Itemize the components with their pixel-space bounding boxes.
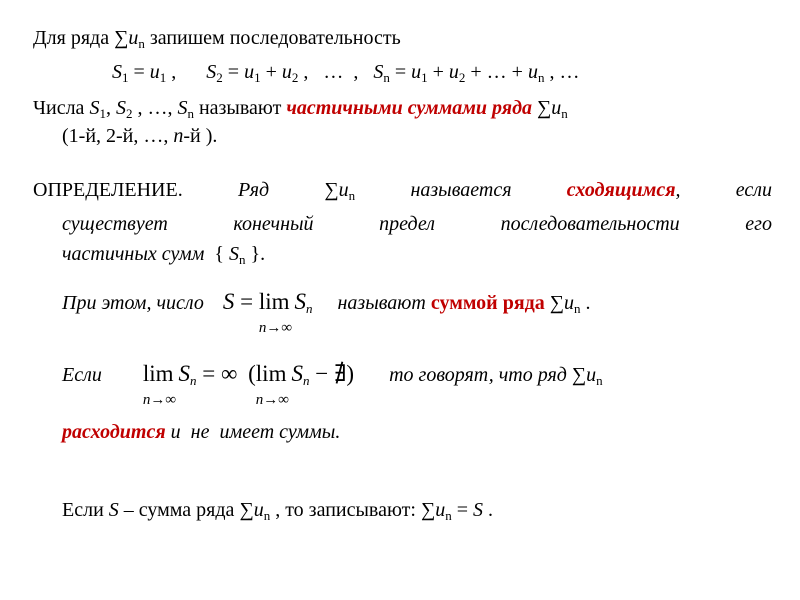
subscript: n (574, 301, 581, 316)
definition-line-2: существует конечный предел последовательности его (62, 213, 772, 235)
intro-text-2: запишем последовательность (144, 27, 401, 49)
equals: = (389, 61, 412, 83)
partial-sums-sequence (112, 60, 579, 84)
text: , (105, 97, 116, 119)
text: -й ). (183, 125, 218, 147)
var-u: u (281, 61, 292, 83)
text: то говорят, что ряд (389, 364, 572, 386)
divergence-line-2 (62, 420, 340, 444)
subscript: 1 (421, 70, 428, 85)
limit-subscript: n→∞ (258, 320, 293, 336)
plus-ellipsis: + … + (465, 61, 528, 83)
limit-expression (258, 289, 293, 336)
sum-symbol: ∑ (532, 97, 552, 119)
text: , то записывают: (270, 499, 421, 521)
subscript: 1 (254, 70, 261, 85)
var-u: u (149, 61, 160, 83)
separator: , … , (298, 61, 374, 83)
definition-label: ОПРЕДЕЛЕНИЕ. (33, 179, 183, 201)
limit-subscript: n→∞ (142, 392, 177, 408)
var-u: u (448, 61, 459, 83)
term-partial-sums: частичными суммами ряда (286, 97, 533, 119)
text: . (483, 499, 493, 521)
text: Если (62, 499, 109, 521)
divergence-definition (62, 361, 603, 408)
sum-symbol: ∑ (114, 27, 129, 49)
subscript: n (190, 373, 197, 388)
text: частичных сумм (62, 243, 210, 265)
ellipsis: , … (544, 61, 580, 83)
separator: , (166, 61, 207, 83)
equals: = (222, 61, 245, 83)
partial-sums-definition (33, 96, 568, 120)
subscript: n (561, 106, 568, 121)
term-series-sum: суммой ряда (430, 292, 545, 314)
subscript: n (348, 188, 356, 203)
definition-line-3 (62, 242, 265, 266)
var-S: S (206, 61, 217, 83)
var-S: S (177, 97, 188, 119)
sum-symbol: ∑ (571, 364, 587, 386)
subscript: 2 (216, 70, 223, 85)
var-u: u (253, 499, 264, 521)
equals: = (234, 289, 259, 314)
var-u: u (527, 61, 538, 83)
lim: lim (255, 361, 287, 386)
notation-line (62, 498, 493, 522)
var-S: S (178, 361, 190, 386)
var-u: u (128, 27, 139, 49)
subscript: 2 (125, 106, 133, 121)
subscript: 2 (458, 70, 466, 85)
text: называется (355, 179, 567, 201)
equals-infinity: = ∞ (196, 361, 244, 386)
text: называют (337, 292, 431, 314)
var-S: S (112, 61, 122, 83)
text: , …, (132, 97, 178, 119)
text: и не имеет суммы. (165, 421, 341, 443)
sum-symbol: ∑ (420, 499, 436, 521)
plus: + (427, 61, 449, 83)
ordinals-line (62, 124, 217, 148)
var-S: S (291, 361, 303, 386)
var-u: u (244, 61, 255, 83)
var-u: u (564, 292, 575, 314)
subscript: n (187, 106, 194, 121)
lim: lim (258, 289, 290, 314)
subscript: n (596, 373, 603, 388)
equals: = (451, 499, 473, 521)
var-S: S (229, 243, 240, 265)
var-u: u (338, 179, 349, 201)
var-S: S (294, 289, 306, 314)
intro-text: Для ряда (33, 27, 115, 49)
subscript: n (263, 508, 271, 523)
brace: { (209, 243, 230, 265)
paren: ( (248, 361, 256, 386)
subscript: n (305, 301, 313, 316)
var-S: S (89, 97, 100, 119)
intro-line (33, 26, 401, 50)
var-u: u (411, 61, 422, 83)
subscript: n (445, 508, 452, 523)
subscript: 1 (159, 70, 167, 85)
text: Если (62, 364, 102, 386)
var-S: S (115, 97, 126, 119)
var-u: u (551, 97, 562, 119)
limit-expression (255, 361, 289, 408)
text: . (580, 292, 591, 314)
subscript: n (239, 252, 246, 267)
subscript: n (302, 373, 310, 388)
equals: = (128, 61, 150, 83)
subscript: 1 (122, 70, 129, 85)
limit-expression (142, 361, 177, 408)
limit-subscript: n→∞ (255, 392, 289, 408)
subscript: 2 (291, 70, 299, 85)
subscript-n: n (138, 36, 145, 51)
text: При этом, число (62, 292, 204, 314)
brace: }. (245, 243, 266, 265)
var-S: S (222, 289, 235, 314)
text: (1-й, 2-й, …, (62, 125, 174, 147)
definition-line-1 (33, 178, 772, 202)
var-u: u (435, 499, 446, 521)
subscript: 1 (99, 106, 106, 121)
sum-symbol: ∑ (544, 292, 565, 314)
text: Числа (33, 97, 90, 119)
var-u: u (586, 364, 597, 386)
text: , если (675, 179, 772, 201)
subscript: n (383, 70, 390, 85)
term-divergent: расходится (62, 421, 166, 443)
sum-symbol: ∑ (239, 499, 254, 521)
var-S: S (473, 499, 483, 521)
var-S: S (373, 61, 384, 83)
text: Ряд (182, 179, 325, 201)
subscript: n (537, 70, 545, 85)
var-S: S (108, 499, 119, 521)
term-convergent: сходящимся (566, 179, 676, 201)
plus: + (260, 61, 282, 83)
not-exists: − ∄) (309, 361, 355, 386)
var-n: n (173, 125, 184, 147)
sum-symbol: ∑ (324, 179, 339, 201)
text: – сумма ряда (118, 499, 240, 521)
sum-definition (62, 289, 591, 336)
text: называют (193, 97, 287, 119)
lim: lim (142, 361, 174, 386)
